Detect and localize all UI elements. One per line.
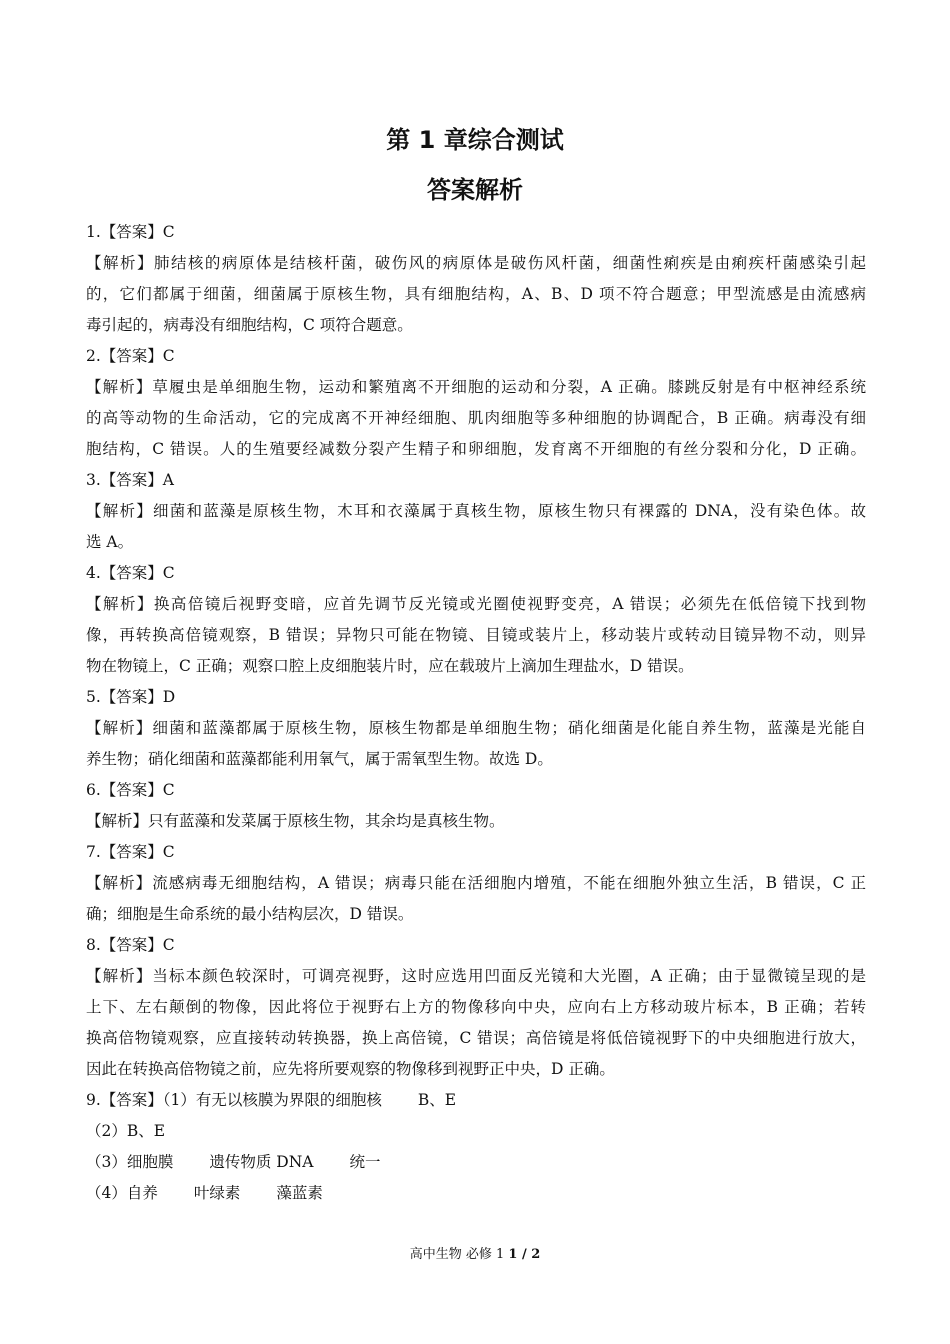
answer-line: 1.【答案】C (86, 223, 175, 241)
analysis-line: 养生物；硝化细菌和蓝藻都能利用氧气，属于需氧型生物。故选 D。 (86, 750, 553, 768)
answer-line: 8.【答案】C (86, 936, 175, 954)
answer-list (86, 217, 866, 1209)
analysis-line: 【解析】草履虫是单细胞生物，运动和繁殖离不开细胞的运动和分裂，A 正确。膝跳反射是有中枢神经系统 (86, 378, 866, 396)
answer-line: 5.【答案】D (86, 688, 176, 706)
answer-line: 3.【答案】A (86, 471, 174, 489)
analysis-line: 【解析】细菌和蓝藻是原核生物，木耳和衣藻属于真核生物，原核生物只有裸露的 DNA，没有染色体。故 (86, 502, 866, 520)
answer-part: （3）细胞膜 (86, 1153, 174, 1171)
analysis-line: 【解析】肺结核的病原体是结核杆菌，破伤风的病原体是破伤风杆菌，细菌性痢疾是由痢疾杆菌感染引起 (86, 254, 866, 272)
answer-line (86, 1178, 866, 1209)
answer-part: 叶绿素 (193, 1184, 241, 1202)
answer-part: （4）自养 (86, 1184, 158, 1202)
analysis-line: 【解析】换高倍镜后视野变暗，应首先调节反光镜或光圈使视野变亮，A 错误；必须先在低倍镜下找到物 (86, 595, 866, 613)
answer-part: 藻蓝素 (276, 1184, 323, 1202)
analysis-line: 的，它们都属于细菌，细菌属于原核生物，具有细胞结构，A、B、D 项不符合题意；甲型流感是由流感病 (86, 285, 866, 303)
footer-text: 高中生物 必修 1 (409, 1247, 509, 1262)
answer-line: （2）B、E (86, 1122, 166, 1140)
answer-part: 9.【答案】（1）有无以核膜为界限的细胞核 (86, 1091, 382, 1109)
answer-part: 统一 (349, 1153, 381, 1171)
answer-line: 2.【答案】C (86, 347, 175, 365)
analysis-line: 【解析】细菌和蓝藻都属于原核生物，原核生物都是单细胞生物；硝化细菌是化能自养生物，蓝藻是光能自 (86, 719, 866, 737)
analysis-line: 上下、左右颠倒的物像，因此将位于视野右上方的物像移向中央，应向右上方移动玻片标本，B 正确；若转 (86, 998, 866, 1016)
answer-line: 7.【答案】C (86, 843, 175, 861)
analysis-line: 【解析】流感病毒无细胞结构，A 错误；病毒只能在活细胞内增殖，不能在细胞外独立生活，B 错误，C 正 (86, 874, 866, 892)
analysis-line: 确；细胞是生命系统的最小结构层次，D 错误。 (86, 905, 414, 923)
analysis-line: 的高等动物的生命活动，它的完成离不开神经细胞、肌肉细胞等多种细胞的协调配合，B 正确。病毒没有细 (86, 409, 866, 427)
analysis-line: 【解析】只有蓝藻和发菜属于原核生物，其余均是真核生物。 (86, 812, 505, 830)
answer-part: B、E (417, 1091, 457, 1109)
analysis-line: 胞结构，C 错误。人的生殖要经减数分裂产生精子和卵细胞，发育离不开细胞的有丝分裂和分化，D 正确。 (86, 440, 866, 458)
page-title: 第 1 章综合测试 (386, 126, 564, 154)
analysis-line: 物在物镜上，C 正确；观察口腔上皮细胞装片时，应在载玻片上滴加生理盐水，D 错误。 (86, 657, 694, 675)
page-footer (0, 1246, 950, 1264)
answer-line: 4.【答案】C (86, 564, 175, 582)
page-subtitle: 答案解析 (427, 176, 523, 204)
answer-line: 6.【答案】C (86, 781, 175, 799)
analysis-line: 【解析】当标本颜色较深时，可调亮视野，这时应选用凹面反光镜和大光圈，A 正确；由于显微镜呈现的是 (86, 967, 866, 985)
analysis-line: 选 A。 (86, 533, 134, 551)
analysis-line: 像，再转换高倍镜观察，B 错误；异物只可能在物镜、目镜或装片上，移动装片或转动目镜异物不动，则异 (86, 626, 866, 644)
analysis-line: 因此在转换高倍物镜之前，应先将所要观察的物像移到视野正中央，D 正确。 (86, 1060, 615, 1078)
answer-line (86, 1147, 866, 1178)
analysis-line: 毒引起的，病毒没有细胞结构，C 项符合题意。 (86, 316, 413, 334)
answer-line (86, 1085, 866, 1116)
answer-part: 遗传物质 DNA (209, 1153, 314, 1171)
analysis-line: 换高倍物镜观察，应直接转动转换器，换上高倍镜，C 错误；高倍镜是将低倍镜视野下的中央细胞进行放大， (86, 1029, 866, 1047)
page-number: 1 / 2 (508, 1247, 541, 1262)
